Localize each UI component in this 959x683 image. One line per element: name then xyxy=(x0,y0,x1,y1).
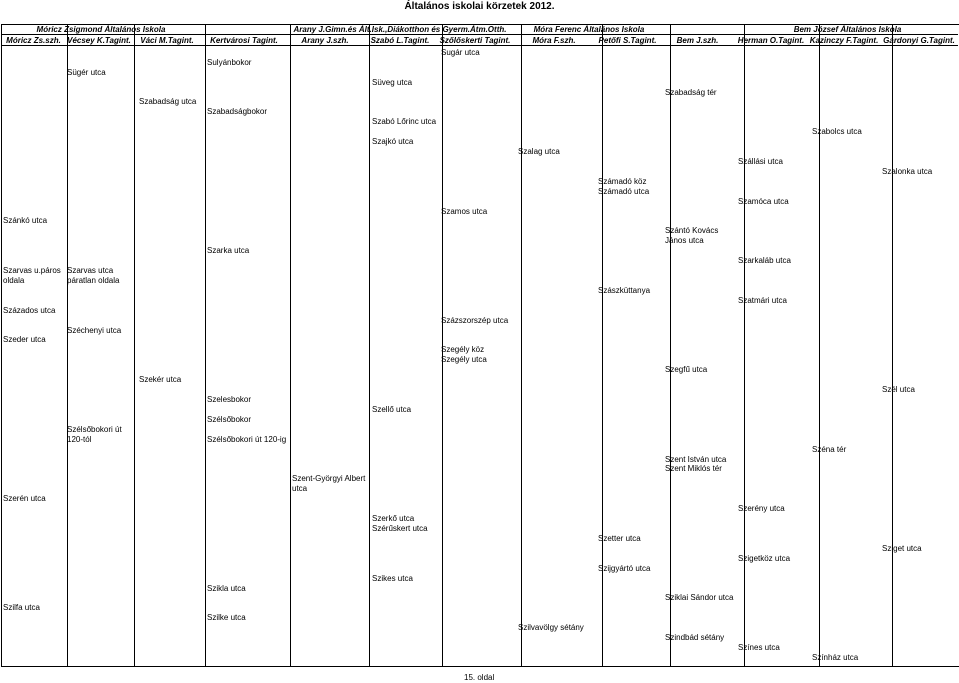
street-entry: Sügér utca xyxy=(67,68,106,77)
street-entry: Szilke utca xyxy=(207,613,246,622)
street-entry: Szeder utca xyxy=(3,335,46,344)
street-entry: Szamos utca xyxy=(441,207,488,216)
header-school-mora: Móra Ferenc Általános Iskola xyxy=(533,25,645,34)
header-unit: Petőfi S.Tagint. xyxy=(598,36,657,45)
street-entry: János utca xyxy=(665,236,704,245)
street-entry: Szabadság tér xyxy=(665,88,717,97)
header-unit: Móricz Zs.szh. xyxy=(6,36,61,45)
street-entry: Szikes utca xyxy=(372,574,413,583)
street-entry: Szegély utca xyxy=(441,355,487,364)
street-entry: Százszorszép utca xyxy=(441,316,509,325)
street-entry: Százados utca xyxy=(3,306,56,315)
header-unit: Szabó L.Tagint. xyxy=(370,36,430,45)
header-unit: Móra F.szh. xyxy=(532,36,576,45)
header-unit: Váci M.Tagint. xyxy=(140,36,194,45)
street-entry: Szélsőbokor xyxy=(207,415,252,424)
street-entry: Szilfa utca xyxy=(3,603,40,612)
header-unit: Vécsey K.Tagint. xyxy=(67,36,131,45)
street-entry: Sulyánbokor xyxy=(207,58,252,67)
header-unit: Kertvárosi Tagint. xyxy=(210,36,278,45)
street-entry: Szarvas u.páros xyxy=(3,266,61,275)
street-entry: Szerkő utca xyxy=(372,514,415,523)
street-entry: Szabolcs utca xyxy=(812,127,862,136)
street-entry: Széchenyi utca xyxy=(67,326,122,335)
street-entry: Szikla utca xyxy=(207,584,246,593)
street-entry: Szilvavölgy sétány xyxy=(518,623,584,632)
street-entry: Szajkó utca xyxy=(372,137,414,146)
street-entry: Szállási utca xyxy=(738,157,783,166)
header-unit: Bem J.szh. xyxy=(676,36,719,45)
street-entry: Sugár utca xyxy=(441,48,480,57)
street-entry: Szélsőbokori út xyxy=(67,425,122,434)
street-entry: Szegfű utca xyxy=(665,365,708,374)
street-entry: Sziklai Sándor utca xyxy=(665,593,734,602)
street-entry: Szérűskert utca xyxy=(372,524,428,533)
street-entry: Szarkaláb utca xyxy=(738,256,791,265)
header-divider-2 xyxy=(1,45,958,46)
street-entry: Szindbád sétány xyxy=(665,633,725,642)
street-entry: Szellő utca xyxy=(372,405,412,414)
header-school-bem: Bem József Általános Iskola xyxy=(793,25,902,34)
street-entry: Széna tér xyxy=(812,445,847,454)
street-entry: Szél utca xyxy=(882,385,915,394)
page-title: Általános iskolai körzetek 2012. xyxy=(404,1,555,12)
street-entry: Színes utca xyxy=(738,643,780,652)
street-entry: Színház utca xyxy=(812,653,859,662)
street-entry: 120-tól xyxy=(67,435,92,444)
street-entry: Szent Miklós tér xyxy=(665,464,722,473)
street-entry: Szelesbokor xyxy=(207,395,252,404)
header-unit: Szőlőskerti Tagint. xyxy=(439,36,511,45)
street-entry: Szetter utca xyxy=(598,534,641,543)
street-entry: Szerény utca xyxy=(738,504,785,513)
street-entry: Szélsőbokori út 120-ig xyxy=(207,435,287,444)
street-entry: Szent-Györgyi Albert xyxy=(292,474,366,483)
street-entry: Szabadságbokor xyxy=(207,107,268,116)
street-entry: páratlan oldala xyxy=(67,276,120,285)
street-entry: Szigetköz utca xyxy=(738,554,791,563)
page-number: 15. oldal xyxy=(464,673,495,682)
street-entry: Szántó Kovács xyxy=(665,226,719,235)
header-school-arany: Arany J.Gimn.és Ált.Isk.,Diákotthon és Gyerm.Átm.Otth. xyxy=(293,25,507,34)
street-entry: Szamóca utca xyxy=(738,197,789,206)
header-unit: Gárdonyi G.Tagint. xyxy=(883,36,955,45)
street-entry: Szent István utca xyxy=(665,455,727,464)
street-entry: Szarvas utca xyxy=(67,266,114,275)
street-entry: Szászküttanya xyxy=(598,286,651,295)
street-entry: Számadó köz xyxy=(598,177,647,186)
street-entry: utca xyxy=(292,484,308,493)
street-entry: Szabó Lőrinc utca xyxy=(372,117,437,126)
header-unit: Arany J.szh. xyxy=(301,36,349,45)
street-entry: oldala xyxy=(3,276,25,285)
street-entry: Szalag utca xyxy=(518,147,560,156)
street-entry: Süveg utca xyxy=(372,78,413,87)
street-entry: Szerén utca xyxy=(3,494,46,503)
street-entry: Szijgyártó utca xyxy=(598,564,651,573)
header-school-moricz: Móricz Zsigmond Általános Iskola xyxy=(36,25,166,34)
street-entry: Szalonka utca xyxy=(882,167,933,176)
header-divider-1 xyxy=(1,34,958,35)
header-unit: Herman O.Tagint. xyxy=(737,36,805,45)
street-entry: Számadó utca xyxy=(598,187,650,196)
street-entry: Szekér utca xyxy=(139,375,182,384)
header-unit: Kazinczy F.Tagint. xyxy=(809,36,879,45)
street-entry: Szabadság utca xyxy=(139,97,197,106)
street-entry: Szánkó utca xyxy=(3,216,48,225)
street-entry: Szarka utca xyxy=(207,246,250,255)
street-entry: Sziget utca xyxy=(882,544,922,553)
street-entry: Szatmári utca xyxy=(738,296,787,305)
street-entry: Szegély köz xyxy=(441,345,485,354)
